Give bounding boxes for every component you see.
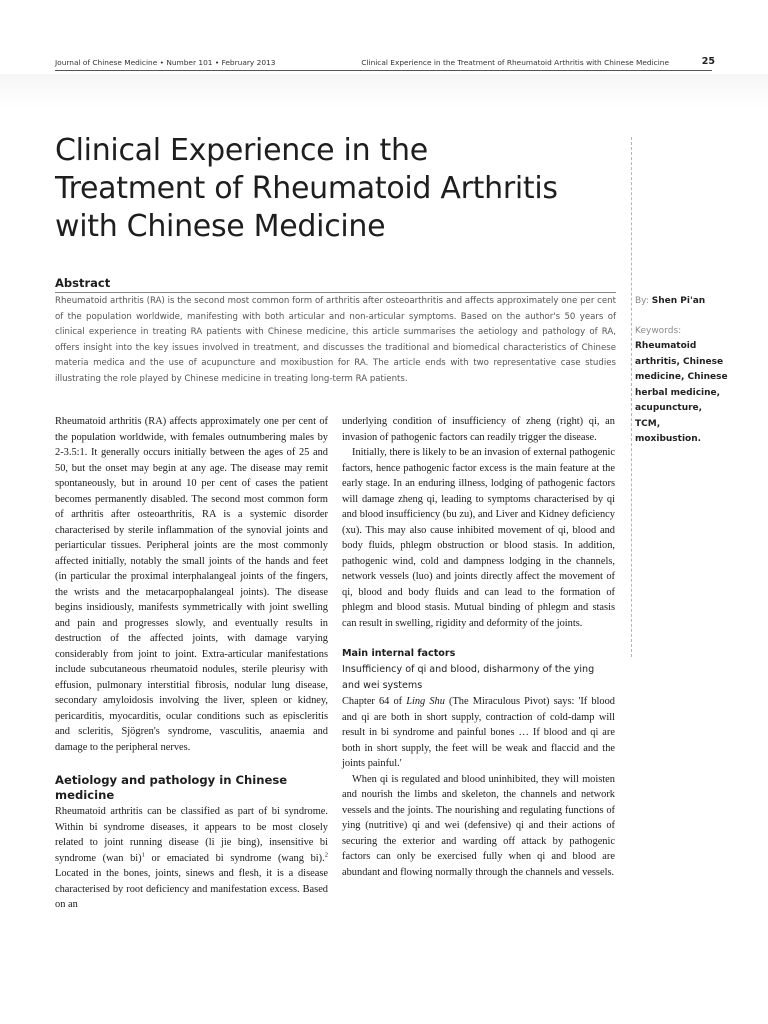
body-paragraph: Initially, there is likely to be an invasion of external pathogenic factors, hence pathogenic factor excess is the main feature at the early stage. In an enduring illness, lodging of pathogenic factors will damage zheng qi, leading to symptoms characterised by qi and blood insufficiency (bu zu), and Liver and Kidney deficiency (xu). This may also cause inhibited movement of qi, blood and body fluids, phlegm obstruction or blood stasis. In addition, pathogenic wind, cold and dampness lodging in the channels, network vessels (luo) and joints directly affect the movement of qi, blood and body fluids and can lead to the formation of phlegm and blood stasis. Mutual binding of phlegm and stasis can result in swelling, rigidity and deformity of the joints.	[342, 447, 615, 629]
header-shading	[0, 74, 768, 108]
title-line-1: Clinical Experience in the	[55, 133, 428, 168]
keyword: acupuncture,	[635, 403, 703, 413]
author-line	[635, 294, 735, 310]
journal-info: Journal of Chinese Medicine • Number 101 • February 2013	[55, 58, 276, 67]
keyword: Rheumatoid	[635, 341, 697, 351]
running-title: Clinical Experience in the Treatment of Rheumatoid Arthritis with Chinese Medicine	[361, 58, 669, 67]
footnote-ref: 2	[324, 851, 328, 859]
body-paragraph: Rheumatoid arthritis can be classified as part of bi syndrome. Within bi syndrome diseases, it appears to be most closely related to joint running disease (li jie bing), insensitive bi syndrome (wan bi)$^1$ or emaciated bi syndrome (wang bi).$^2$ Located in the bones, joints, sinews and flesh, it is a disease characterised by root deficiency and manifestation excess. Based on an	[55, 806, 328, 910]
abstract-heading: Abstract	[55, 276, 111, 290]
keyword: TCM,	[635, 418, 661, 429]
by-label: By:	[635, 296, 649, 306]
section-heading-main-internal-factors: Main internal factors	[342, 648, 456, 659]
sidebar-divider	[631, 137, 632, 657]
keywords-label: Keywords:	[635, 325, 682, 336]
keyword: moxibustion.	[635, 434, 702, 444]
body-column-right	[342, 414, 615, 880]
body-paragraph: Chapter 64 of Ling Shu (The Miraculous Pivot) says: 'If blood and qi are both in short supply, contraction of cold-damp will result in bi syndrome and painful bones … If blood and qi are both in short supply, the feet will be weak and flaccid and the joints painful.'	[342, 696, 615, 769]
body-paragraph: underlying condition of insufficiency of zheng (right) qi, an invasion of pathogenic factors can readily trigger the disease.	[342, 416, 615, 443]
header-rule	[55, 70, 712, 71]
sidebar	[635, 294, 735, 448]
body-column-left	[55, 414, 328, 913]
abstract-text: Rheumatoid arthritis (RA) is the second most common form of arthritis after osteoarthritis and affects approximately one per cent of the population worldwide, manifesting with both articular and non-articular symptoms. Based on the author's 50 years of clinical experience in treating RA patients with Chinese medicine, this article summarises the aetiology and pathology of RA, offers insight into the key issues involved in treatment, and discusses the traditional and biomedical characteristics of Chinese materia medica and the use of acupuncture and moxibustion for RA. The article ends with two representative case studies illustrating the role played by Chinese medicine in treating long-term RA patients.	[55, 296, 616, 384]
page-number: 25	[701, 56, 715, 67]
section-heading-aetiology: Aetiology and pathology in Chinese medicine	[55, 773, 288, 802]
body-paragraph: When qi is regulated and blood uninhibited, they will moisten and nourish the limbs and skeleton, the channels and network vessels and the joints. The nourishing and regulating functions of ying (nutritive) qi and wei (defensive) qi and their actions of securing the exterior and warding off attack by pathogenic factors can only be exercised fully when qi and blood are abundant and flowing normally through the channels and vessels.	[342, 773, 615, 878]
article-title	[55, 132, 615, 246]
abstract-rule	[55, 292, 616, 293]
book-title: Ling Shu	[406, 696, 445, 707]
title-line-2: Treatment of Rheumatoid Arthritis	[55, 171, 558, 206]
footnote-ref: 1	[141, 851, 145, 859]
running-header	[55, 56, 715, 70]
keyword: arthritis, Chinese	[635, 356, 724, 367]
keyword: herbal medicine,	[635, 387, 721, 398]
subsection-heading: Insufficiency of qi and blood, disharmony of the ying and wei systems	[342, 664, 595, 691]
author-name: Shen Pi'an	[651, 296, 706, 306]
body-paragraph: Rheumatoid arthritis (RA) affects approximately one per cent of the population worldwide, with females outnumbering males by 2-3.5:1. It generally occurs initially between the ages of 25 and 50, but the onset may begin at any age. The disease may remit spontaneously, but in around 10 per cent of cases the patient becomes permanently disabled. The second most common form of arthritis after osteoarthritis, RA is a systemic disorder characterised by sterile inflammation of the synovial joints and periarticular tissues. Peripheral joints are the most commonly affected initially, notably the small joints of the hands and feet (in particular the proximal interphalangeal joints of the fingers, the wrists and the metacarpophalangeal joints). The disease begins insidiously, manifests symmetrically with joint swelling and pain and progresses slowly, and eventually results in destruction of the affected joints, with damage varying considerably from joint to joint. Extra-articular manifestations include subcutaneous rheumatoid nodules, sterile pleurisy with effusion, pulmonary interstitial fibrosis, nodular lung disease, secondary amyloidosis involving the liver, spleen or kidney, pericarditis, myocarditis, ocular conditions such as episcleritis and scleritis, Sjögren's syndrome, vasculitis, anaemia and damage to the peripheral nerves.	[55, 416, 328, 753]
keyword: medicine, Chinese	[635, 372, 728, 382]
title-line-3: with Chinese Medicine	[55, 209, 386, 244]
